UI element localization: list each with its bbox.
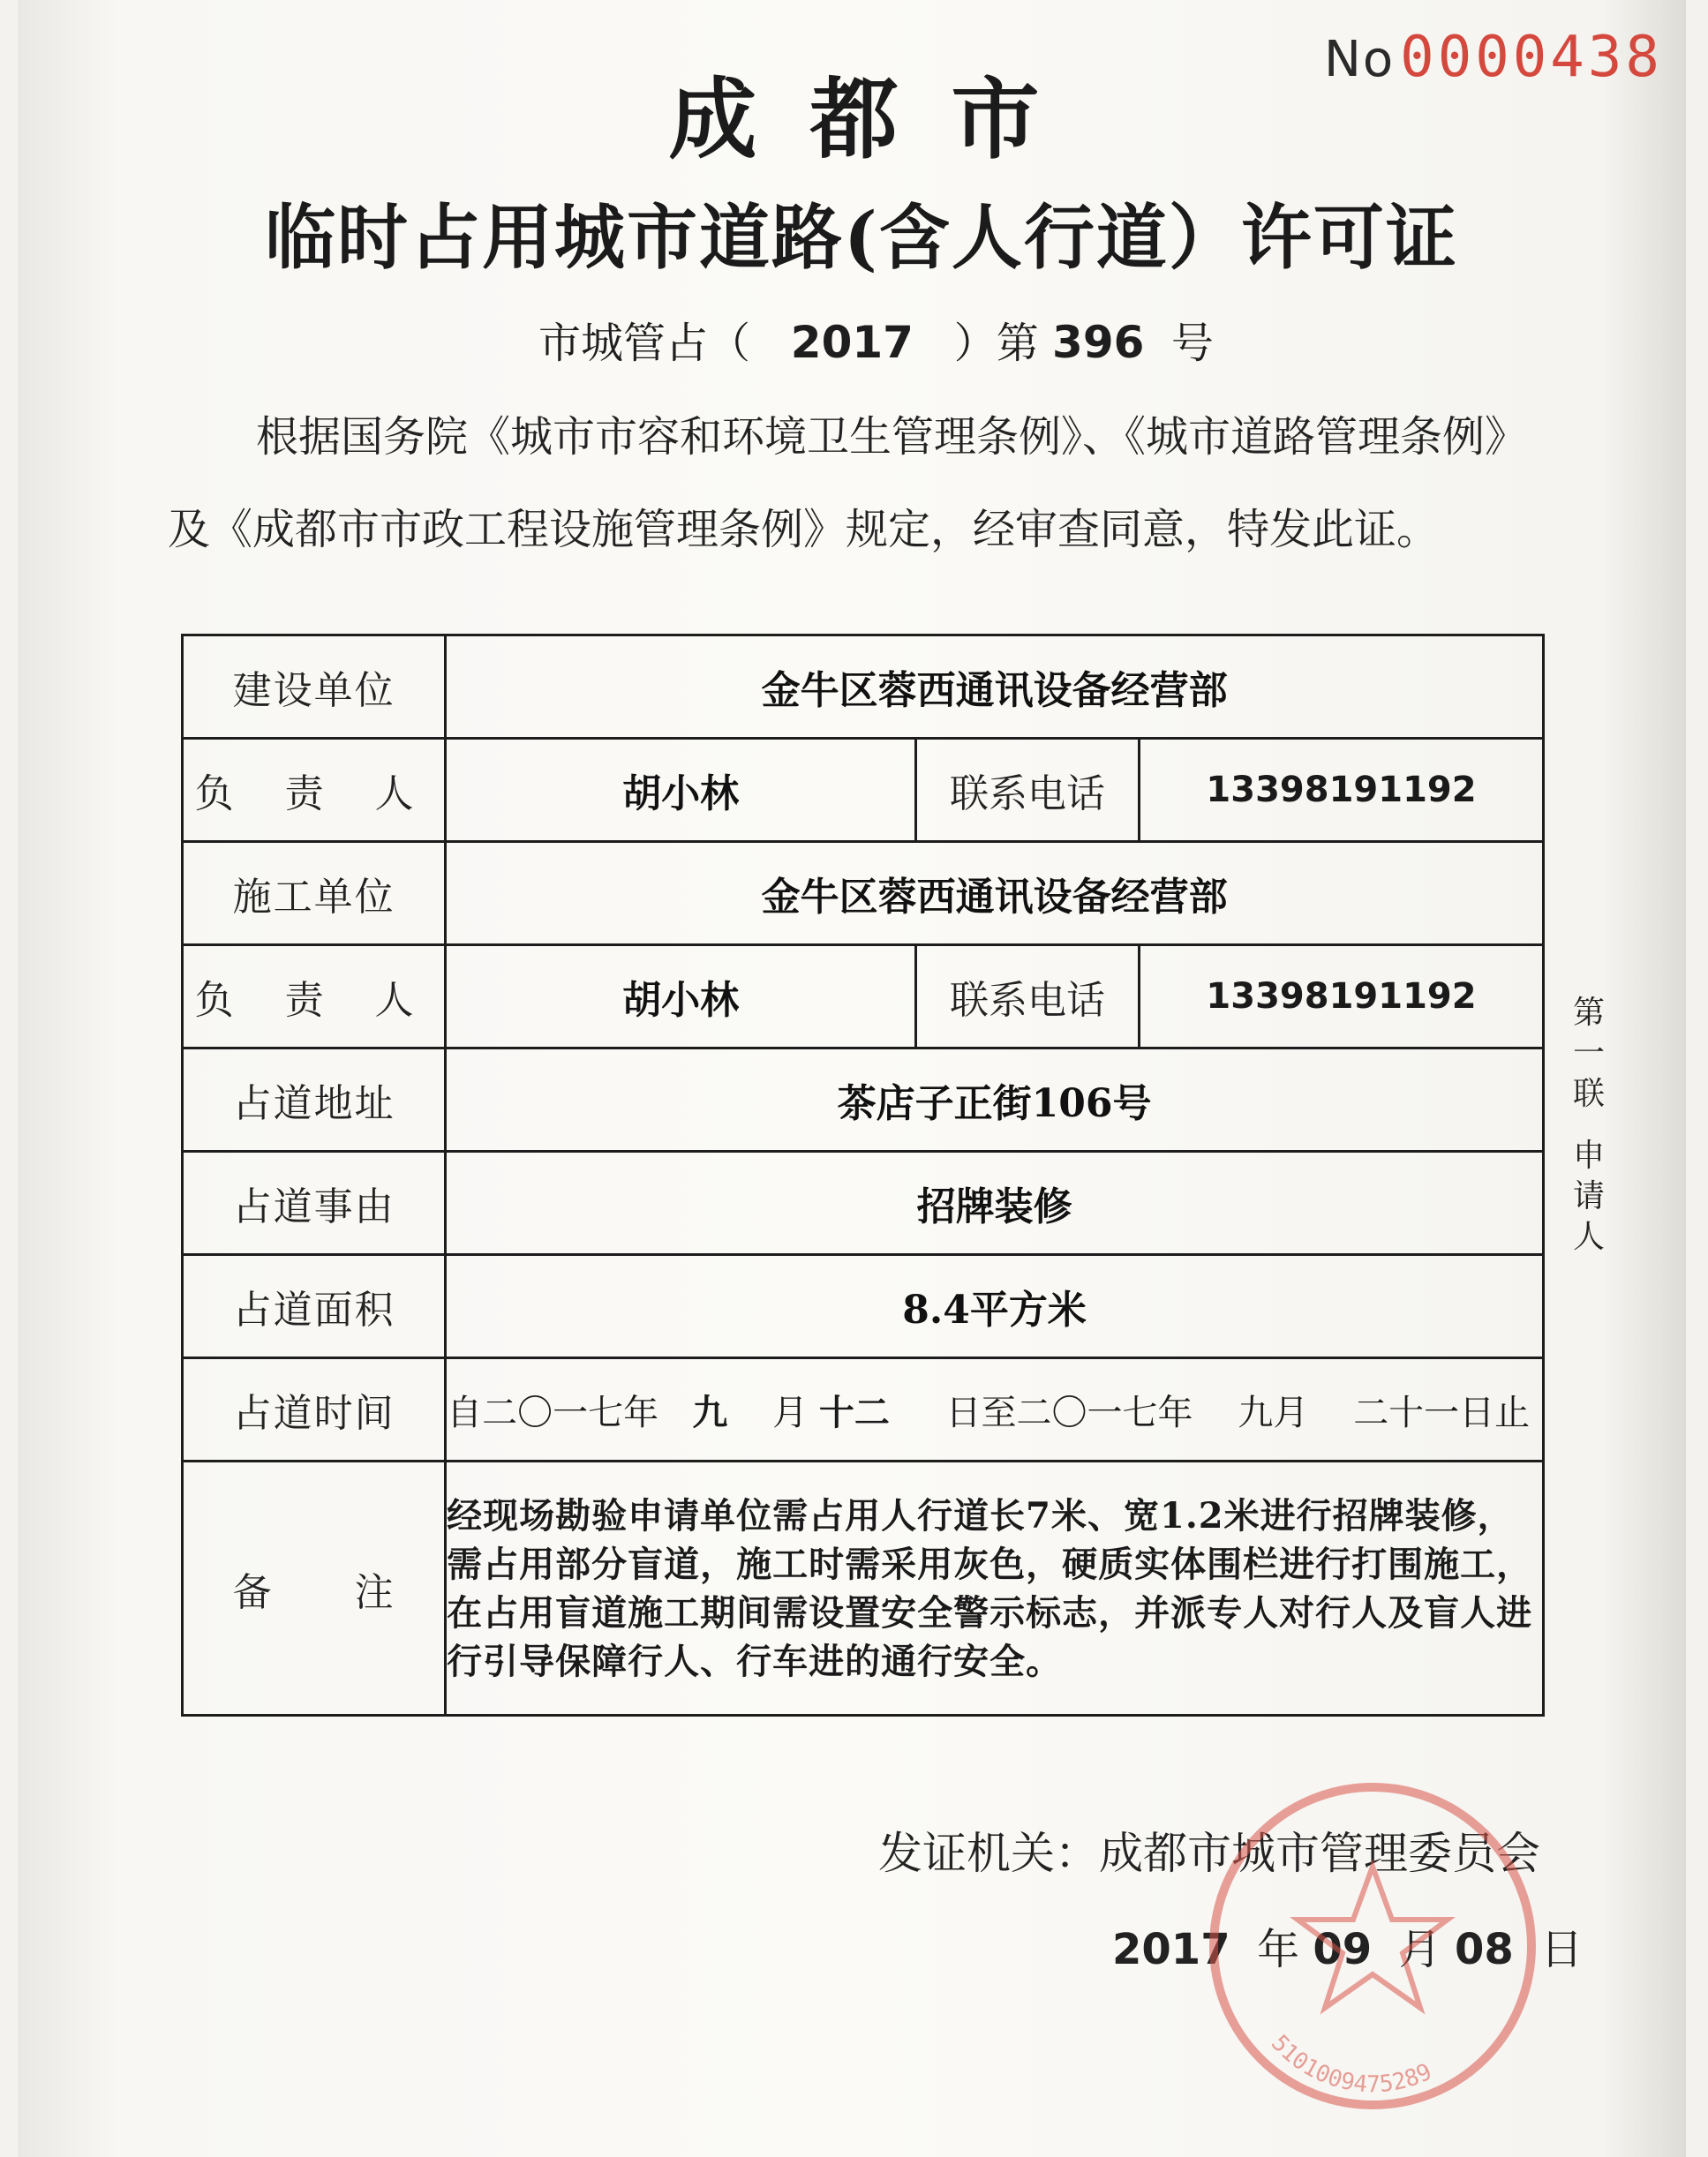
- contractor-value: 金牛区蓉西通讯设备经营部: [446, 842, 1544, 945]
- builder-person-row: [183, 739, 1544, 842]
- permit-title: 临时占用城市道路(含人行道）许可证: [265, 196, 1458, 279]
- time-to-prefix: 日至二〇一七年: [945, 1392, 1193, 1433]
- time-to-month: 九月: [1238, 1392, 1309, 1433]
- time-to-day: 二十一日止: [1353, 1392, 1531, 1433]
- time-from-day: 十二: [818, 1391, 890, 1433]
- time-from-prefix: 自二〇一七年: [447, 1392, 659, 1433]
- serial-prefix: No: [1324, 31, 1396, 88]
- seal-ring: [1214, 1787, 1531, 2105]
- contractor-row: [183, 842, 1544, 945]
- permit-serial: 396: [1052, 317, 1145, 368]
- copy-note-line-2: 申请人: [1572, 1138, 1605, 1255]
- issuing-authority: 发证机关：成都市城市管理委员会: [878, 1828, 1540, 1879]
- address-value: 茶店子正街106号: [446, 1048, 1544, 1152]
- builder-person-label: 负 责 人: [183, 739, 446, 842]
- reason-value: 招牌装修: [446, 1152, 1544, 1255]
- remark-value: 经现场勘验申请单位需占用人行道长7米、宽1.2米进行招牌装修，需占用部分盲道，施工时需采用灰色，硬质实体围栏进行打围施工，在占用盲道施工期间需设置安全警示标志，并派专人对行人及盲人进行引导保障行人、行车进的通行安全。: [446, 1462, 1544, 1716]
- time-row: [183, 1358, 1544, 1462]
- remark-row: [183, 1462, 1544, 1716]
- official-seal: [1196, 1761, 1549, 2131]
- permit-number-prefix: 市城管占（: [538, 319, 751, 368]
- time-value: [446, 1358, 1544, 1462]
- permit-number-mid: ）第: [953, 319, 1039, 368]
- contractor-person-value: 胡小林: [446, 945, 916, 1048]
- serial-digits: 0000438: [1400, 25, 1663, 90]
- permit-number: [538, 309, 1214, 370]
- area-label: 占道面积: [183, 1255, 446, 1358]
- builder-person-value: 胡小林: [446, 739, 916, 842]
- issue-month: 09: [1313, 1925, 1373, 1974]
- remark-label: 备 注: [183, 1462, 446, 1716]
- builder-phone-label: 联系电话: [916, 739, 1140, 842]
- contractor-phone-label: 联系电话: [916, 945, 1140, 1048]
- builder-row: [183, 635, 1544, 739]
- issue-day: 08: [1454, 1925, 1514, 1974]
- builder-label: 建设单位: [183, 635, 446, 739]
- permit-year: 2017: [790, 317, 914, 368]
- time-month-char: 月: [772, 1392, 809, 1433]
- contractor-person-label: 负 责 人: [183, 945, 446, 1048]
- issue-day-char: 日: [1540, 1925, 1584, 1974]
- builder-phone-value: 13398191192: [1140, 739, 1544, 842]
- permit-number-suffix: 号: [1170, 319, 1214, 368]
- time-label: 占道时间: [183, 1358, 446, 1462]
- seal-star-icon: [1298, 1867, 1448, 2008]
- seal-code: 5101009475289: [1265, 2030, 1436, 2099]
- body-line-1: 根据国务院《城市市容和环境卫生管理条例》、《城市道路管理条例》: [256, 412, 1528, 462]
- builder-value: 金牛区蓉西通讯设备经营部: [446, 635, 1544, 739]
- copy-note-line-1: 第一联: [1572, 995, 1605, 1112]
- issue-month-char: 月: [1398, 1925, 1441, 1974]
- body-line-2: 及《成都市市政工程设施管理条例》规定，经审查同意，特发此证。: [168, 505, 1440, 554]
- reason-label: 占道事由: [183, 1152, 446, 1255]
- permit-form-table: [181, 634, 1545, 1717]
- copy-note: [1567, 993, 1611, 1258]
- area-value: 8.4平方米: [446, 1255, 1544, 1358]
- contractor-phone-value: 13398191192: [1140, 945, 1544, 1048]
- issue-year-char: 年: [1257, 1925, 1300, 1974]
- issue-year: 2017: [1112, 1925, 1230, 1974]
- area-row: [183, 1255, 1544, 1358]
- address-row: [183, 1048, 1544, 1152]
- address-label: 占道地址: [183, 1048, 446, 1152]
- reason-row: [183, 1152, 1544, 1255]
- time-from-month: 九: [692, 1391, 728, 1433]
- contractor-label: 施工单位: [183, 842, 446, 945]
- city-title: 成都市: [668, 67, 1093, 171]
- contractor-person-row: [183, 945, 1544, 1048]
